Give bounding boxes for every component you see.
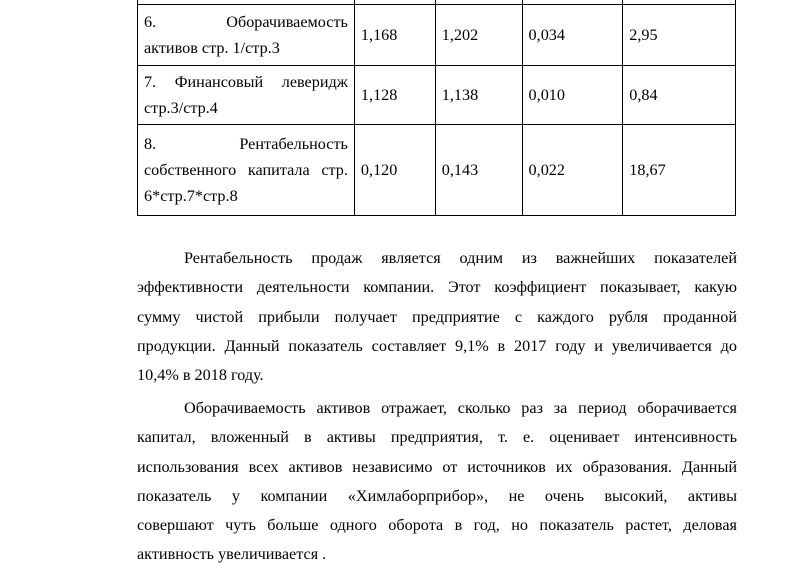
value-cell-3: 0,022 xyxy=(522,125,623,216)
indicator-title: Рентабельность xyxy=(239,135,348,153)
value-cell-4: 18,67 xyxy=(623,125,736,216)
paragraph-line: продукции. Данный показатель составляет 9,1% в 2017 году и увеличивается до xyxy=(137,336,737,355)
value-cell-1: 1,168 xyxy=(354,5,435,66)
paragraph-line: Оборачиваемость активов отражает, сколько раз за период оборачивается xyxy=(184,399,737,417)
value-cell-2: 0,143 xyxy=(435,125,522,216)
paragraph-asset-turnover xyxy=(137,394,737,570)
table-row-financial-leverage xyxy=(138,66,736,125)
table-row-return-on-equity xyxy=(138,125,736,216)
indicator-formula: 6*стр.7*стр.8 xyxy=(144,187,238,205)
paragraph-line: использования всех активов независимо от источников их образования. Данный xyxy=(137,457,737,476)
indicator-name-cell xyxy=(138,125,355,216)
paragraph-line: совершают чуть больше одного оборота в год, но показатель растет, деловая xyxy=(137,516,737,535)
value-cell-1: 1,128 xyxy=(354,66,435,125)
indicator-name-line xyxy=(144,9,348,35)
value-cell-2: 1,202 xyxy=(435,5,522,66)
indicator-name-cell xyxy=(138,5,355,66)
value-cell-4: 2,95 xyxy=(623,5,736,66)
table-row-asset-turnover xyxy=(138,5,736,66)
value-cell-2: 1,138 xyxy=(435,66,522,125)
paragraph-line: активность увеличивается . xyxy=(137,545,327,564)
indicators-table xyxy=(137,0,736,216)
paragraph-line: 10,4% в 2018 году. xyxy=(137,366,264,385)
indicator-formula: стр.3/стр.4 xyxy=(144,99,218,117)
indicator-title: 7. Финансовый леверидж xyxy=(144,73,348,91)
indicator-title: Оборачиваемость xyxy=(226,13,348,31)
value-cell-1: 0,120 xyxy=(354,125,435,216)
paragraph-line: капитал, вложенный в активы предприятия, т. е. оценивает интенсивность xyxy=(137,428,737,447)
indicator-formula: активов стр. 1/стр.3 xyxy=(144,39,280,57)
paragraph-line: эффективности деятельности компании. Этот коэффициент показывает, какую xyxy=(137,278,737,297)
paragraph-line: сумму чистой прибыли получает предприятие с каждого рубля проданной xyxy=(137,307,737,326)
indicator-name-cell xyxy=(138,66,355,125)
paragraph-sales-profitability xyxy=(137,244,737,390)
indicator-title-cont: собственного капитала стр. xyxy=(144,161,348,179)
value-cell-3: 0,034 xyxy=(522,5,623,66)
paragraph-line: показатель у компании «Химлаборприбор», не очень высокий, активы xyxy=(137,486,737,505)
paragraph-line: Рентабельность продаж является одним из важнейших показателей xyxy=(184,249,737,267)
value-cell-4: 0,84 xyxy=(623,66,736,125)
indicator-name-line xyxy=(144,131,348,157)
indicator-number: 8. xyxy=(144,135,157,153)
indicator-number: 6. xyxy=(144,13,157,31)
value-cell-3: 0,010 xyxy=(522,66,623,125)
